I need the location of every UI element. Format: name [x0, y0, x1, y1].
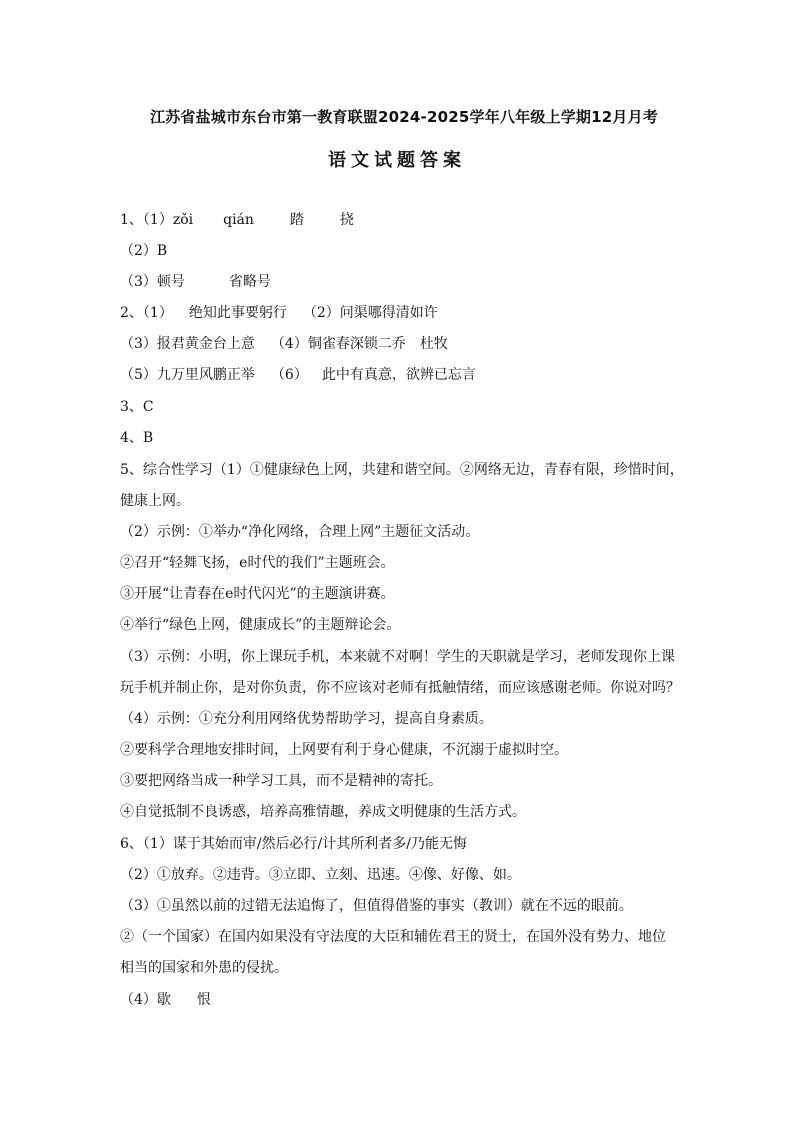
answer-line: ②（一个国家）在国内如果没有守法度的大臣和辅佐君王的贤士，在国外没有势力、地位 [120, 929, 666, 945]
answer-line: （3）①虽然以前的过错无法追悔了，但值得借鉴的事实（教训）就在不远的眼前。 [120, 898, 633, 914]
answer-line: ④自觉抵制不良诱惑，培养高雅情趣，养成文明健康的生活方式。 [120, 804, 526, 820]
answer-line: 健康上网。 [120, 493, 190, 509]
answer-line: 相当的国家和外患的侵扰。 [120, 960, 288, 976]
document-title: 江苏省盐城市东台市第一教育联盟2024-2025学年八年级上学期12月月考 [150, 108, 658, 126]
answer-line: 4、B [120, 430, 154, 446]
answer-line: 1、（1）zǒi qián 踏 挠 [120, 212, 354, 228]
answer-line: ④举行“绿色上网，健康成长”的主题辩论会。 [120, 617, 401, 633]
answer-line: ③开展“让青春在e时代闪光”的主题演讲赛。 [120, 586, 395, 602]
answer-line: 2、（1） 绝知此事要躬行 （2）问渠哪得清如许 [120, 305, 438, 321]
answer-line: 玩手机并制止你，是对你负责，你不应该对老师有抵触情绪，而应该感谢老师。你说对吗？ [120, 680, 680, 696]
answer-line: （2）示例：①举办“净化网络，合理上网”主题征文活动。 [120, 524, 480, 540]
answer-line: （3）顿号 省略号 [120, 274, 271, 290]
answer-line: （4）示例：①充分利用网络优势帮助学习，提高自身素质。 [120, 711, 493, 727]
answer-line: （4）歇 恨 [120, 992, 211, 1008]
answer-line: ③要把网络当成一种学习工具，而不是精神的寄托。 [120, 773, 442, 789]
answer-line: 3、C [120, 399, 154, 415]
answer-line: 5、综合性学习（1）①健康绿色上网，共建和谐空间。②网络无边，青春有限，珍惜时间， [120, 462, 684, 478]
answer-line: （5）九万里风鹏正举 （6） 此中有真意，欲辨已忘言 [120, 367, 476, 383]
answer-line: 6、（1）谋于其始而审/然后必行/计其所利者多/乃能无悔 [120, 836, 467, 852]
answer-line: （3）示例：小明，你上课玩手机，本来就不对啊！学生的天职就是学习，老师发现你上课 [120, 649, 675, 665]
answer-line: ②要科学合理地安排时间，上网要有利于身心健康，不沉溺于虚拟时空。 [120, 742, 568, 758]
answer-line: （2）①放弃。②违背。③立即、立刻、迅速。④像、好像、如。 [120, 867, 521, 883]
document-subtitle: 语文试题答案 [328, 150, 466, 171]
answer-line: （3）报君黄金台上意 （4）铜雀春深锁二乔 杜牧 [120, 336, 448, 352]
answer-line: （2）B [120, 243, 168, 259]
answer-line: ②召开“轻舞飞扬，e时代的我们”主题班会。 [120, 555, 395, 571]
